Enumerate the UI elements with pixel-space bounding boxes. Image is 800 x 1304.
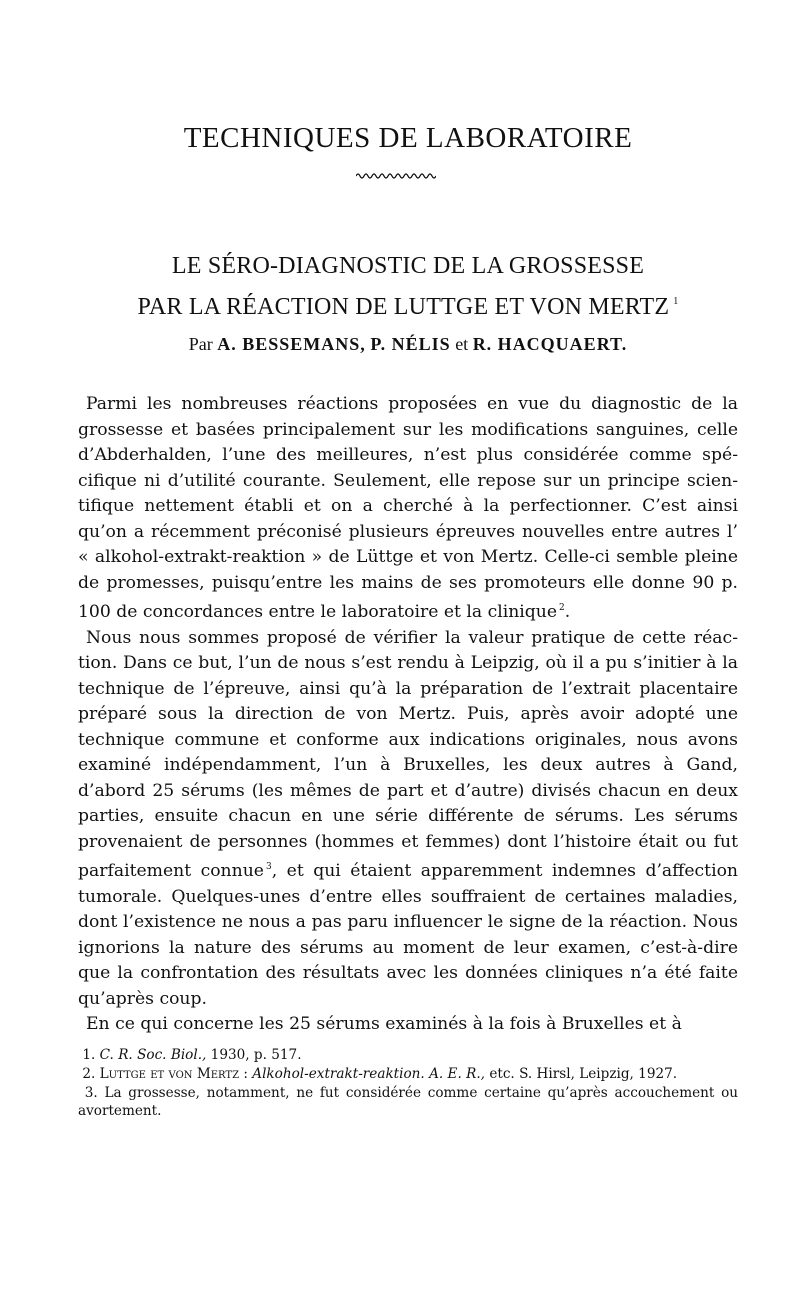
title-footnote-mark: 1 — [673, 296, 679, 307]
article-title-line-1: LE SÉRO-DIAGNOSTIC DE LA GROSSESSE — [171, 253, 645, 279]
paragraph-3: En ce qui concerne les 25 sérums examinés à la fois à Bruxelles et à — [86, 1014, 682, 1034]
author-3: R. HACQUAERT. — [472, 334, 628, 354]
footnote-3-number: 3. — [84, 1085, 98, 1101]
paragraph-2-end: , et qui étaient apparemment indemnes d’affection tumorale. Quelques-unes d’entre elles souffraient de certaines maladies, dont l’existence ne nous a pas paru influencer le signe de la réaction. Nous ignorions la nature des sérums au moment de leur examen, c’est-à-dire que la confrontation des résultats avec les données cliniques n’a été faite qu’après coup. — [78, 861, 738, 1009]
footnote-2-title: Alkohol-extrakt-reaktion. A. E. R., — [252, 1066, 485, 1082]
article-title — [78, 248, 738, 325]
footnote-ref-3: 3 — [265, 862, 272, 872]
author-1: A. BESSEMANS, — [217, 334, 366, 354]
paragraph-2-text: Nous nous sommes proposé de vérifier la valeur pratique de cette réaction. Dans ce but, l’un de nous s’est rendu à Leipzig, où il a pu s’initier à la technique de l’épreuve, ainsi qu’à la préparation de l’extrait placentaire préparé sous la direction de von Mertz. Puis, après avoir adopté une technique commune et conforme aux indications originales, nous avons examiné indépendamment, l’un à Bruxelles, les deux autres à Gand, d’abord 25 sérums (les mêmes de part et d’autre) divisés chacun en deux parties, ensuite chacun en une série différente de sérums. Les sérums provenaient de personnes (hommes et femmes) dont l’histoire était ou fut parfaitement connue — [78, 627, 738, 881]
footnote-3-text: La grossesse, notamment, ne fut considérée comme certaine qu’après accouchement ou avortement. — [78, 1085, 739, 1119]
paragraph-1-text: Parmi les nombreuses réactions proposées en vue du diagnostic de la grossesse et basées principalement sur les modifications sanguines, celle d’Abderhalden, l’une des meilleures, n’est plus considérée comme spécifique ni d’utilité courante. Seulement, elle repose sur un principe scientifique nettement établi et on a cherché à la perfectionner. C’est ainsi qu’on a récemment préconisé plusieurs épreuves nouvelles entre autres l’ « alkohol-extrakt-reaktion » de Lüttge et von Mertz. Celle-ci semble pleine de promesses, puisqu’entre les mains de ses promoteurs elle donne 90 p. 100 de concordances entre le laboratoire et la clinique — [78, 394, 738, 622]
footnote-2-number: 2. — [82, 1066, 96, 1082]
footnote-2 — [78, 1065, 738, 1083]
footnote-1 — [78, 1046, 738, 1064]
footnote-1-journal: C. R. Soc. Biol., — [99, 1047, 207, 1063]
byline-et: et — [455, 334, 469, 354]
ornament-divider — [356, 171, 436, 181]
footnote-2-authors: Luttge et von Mertz : — [99, 1066, 248, 1082]
footnote-1-number: 1. — [82, 1047, 96, 1063]
paragraph-1 — [78, 392, 738, 626]
footnote-ref-2: 2 — [559, 603, 565, 613]
byline-prefix: Par — [188, 334, 213, 354]
byline — [78, 334, 738, 355]
article-body — [78, 392, 738, 1038]
paragraph-2 — [78, 626, 738, 1013]
footnote-1-rest: 1930, p. 517. — [210, 1047, 302, 1063]
footnote-2-rest: etc. S. Hirsl, Leipzig, 1927. — [489, 1066, 678, 1082]
footnotes — [78, 1046, 738, 1121]
article-title-line-2 — [78, 284, 738, 325]
paragraph-1-end: . — [564, 602, 571, 622]
section-title: TECHNIQUES DE LABORATOIRE — [183, 122, 633, 154]
footnote-3 — [78, 1084, 738, 1120]
author-2: P. NÉLIS — [370, 334, 451, 354]
article-title-line-2-text: PAR LA RÉACTION DE LUTTGE ET VON MERTZ — [137, 294, 670, 320]
